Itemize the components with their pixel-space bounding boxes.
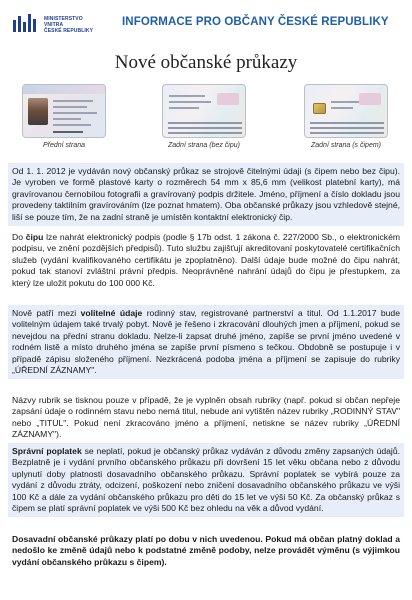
card-text-line [169, 101, 211, 103]
optional-data-paragraph [8, 305, 404, 379]
id-card-images [22, 84, 394, 158]
card-back-chip-caption: Zadní strana (s čipem) [310, 142, 382, 149]
card-text-line [53, 118, 81, 120]
card-text-line [331, 107, 353, 109]
holder-photo [28, 98, 48, 125]
machine-readable-zone-line [168, 127, 242, 129]
card-hologram [359, 93, 381, 105]
card-text-line [331, 101, 359, 103]
ministry-logo-icon [12, 12, 42, 34]
card-front-figure [22, 84, 106, 149]
field-names-paragraph [8, 395, 404, 441]
page-header [10, 8, 404, 42]
optional-data-keyword: volitelné údaje [80, 308, 143, 318]
id-card-back-chip-image [304, 84, 388, 138]
card-text-line [169, 107, 199, 109]
header-title: INFORMACE PRO OBČANY ČESKÉ REPUBLIKY [122, 16, 389, 28]
intro-paragraph [8, 163, 404, 226]
optional-data-text-start: Nově patří mezi [12, 308, 81, 318]
signature-line [53, 131, 83, 133]
card-text-line [53, 106, 87, 108]
machine-readable-zone-line [310, 122, 384, 124]
machine-readable-zone-line [168, 132, 242, 134]
fee-paragraph [8, 443, 404, 517]
card-hologram [217, 93, 239, 105]
machine-readable-zone-line [310, 132, 384, 134]
page-title: Nové občanské průkazy [114, 52, 298, 73]
chip-text-start: Do [12, 232, 26, 242]
machine-readable-zone-line [310, 127, 384, 129]
machine-readable-zone-line [168, 122, 242, 124]
card-text-line [53, 100, 93, 102]
card-back-chip-figure [304, 84, 388, 149]
intro-text: Od 1. 1. 2012 je vydáván nový občanský průkaz se strojově čitelnými údaji (s čipem nebo bez čipu). Je vyroben ve formě plastové karty o rozměrech 54 mm x 85,6 mm (velikost platební karty), má gravírovanou černobílou fotografii a gravírovaný podpis držitele. Jméno, příjmení a číslo dokladu jsou provedeny taktilním gravírováním (lze poznat hmatem). Oba občanské průkazy jsou vzhledově stejné, liší se pouze tím, že na zadní straně je umístěn kontaktní elektronický čip. [12, 166, 400, 222]
fee-text: se neplatí, pokud je občanský průkaz vydáván z důvodu změny zapsaných údajů. Bezplatně je i vydání prvního občanského průkazu při dovršení 15 let věku občana nebo z důvodu uplynutí doby platnosti dosavadního občanského průkazu. Správní poplatek se vybírá pouze za vydání z důvodu ztráty, odcizení, poškození nebo zničení dosavadního občanského průkazu ve výši 100 Kč a dále za vydání občanského průkazu pro děti do 15 let ve výši 50 Kč. Za občanský průkaz s čipem se platí správní poplatek ve výši 500 Kč bez ohledu na věk a důvod vydání. [12, 446, 400, 514]
card-text-line [53, 112, 97, 114]
logo-line-2: ČESKÉ REPUBLIKY [44, 28, 94, 34]
chip-keyword: čipu [25, 232, 44, 242]
id-card-back-no-chip-image [162, 84, 246, 138]
logo-line-1: MINISTERSTVO VNITRA [44, 16, 83, 28]
fee-keyword: Správní poplatek [12, 446, 82, 456]
card-front-header-band [23, 85, 106, 94]
ministry-logo [12, 10, 102, 40]
validity-conclusion: Dosavadní občanské průkazy platí po dobu v nich uvedenou. Pokud má občan platný doklad a nedošlo ke změně údajů nebo k podstatné změně podoby, nelze provádět výměnu (s výjimkou vydání občanského průkazu s čipem). [12, 534, 400, 567]
optional-data-text-rest: rodinný stav, registrované partnerství a titul. Od 1.1.2017 bude volitelným údajem také trvalý pobyt. Nově je řešeno i zkracování dlouhých jmen a příjmení, pokud se nevejdou na přední stranu dokladu. Nelze-li zapsat druhé jméno, zapíše se první jméno uvedené v rodném listě a místo druhého jména se zapíše první písmeno s tečkou. Obdobně se postupuje i v případě zápisu složeného příjmení. Nezkrácená podoba jména a příjmení se zapisuje do rubriky „ÚŘEDNÍ ZÁZNAMY". [12, 308, 400, 376]
card-back-no-chip-caption: Zadní strana (bez čipu) [168, 142, 240, 149]
id-card-front-image [22, 84, 106, 138]
card-back-no-chip-figure [162, 84, 246, 149]
card-text-line [53, 124, 91, 126]
field-names-text: Názvy rubrik se tisknou pouze v případě, že je vyplněn obsah rubriky (např. pokud si občan nepřeje zapsání údaje o rodinném stavu nebo nemá titul, nebude ani vytištěn název rubriky „RODINNÝ STAV" nebo „TITUL". Pokud není zkracováno jméno a příjmení, netiskne se název rubriky „ÚŘEDNÍ ZÁZNAMY"). [12, 395, 400, 440]
logo-text [44, 16, 102, 34]
chip-icon [313, 103, 326, 114]
chip-paragraph [8, 232, 404, 289]
card-front-caption: Přední strana [42, 142, 86, 149]
card-text-line [169, 95, 205, 97]
chip-text-rest: lze nahrát elektronický podpis (podle § 17b odst. 1 zákona č. 227/2000 Sb., o elektronickém podpisu, ve znění pozdějších předpisů). Tuto službu zajišťují akreditovaní poskytovatelé certifikačních služeb (vydání kvalifikovaného certifikátu je zpoplatněno). Další údaje bude možné do čipu nahrát, pokud tak stanoví zvláštní právní předpis. Neoprávněné nahrání údajů do čipu je přestupkem, za který lze uložit pokutu do 100 000 Kč. [12, 232, 401, 288]
